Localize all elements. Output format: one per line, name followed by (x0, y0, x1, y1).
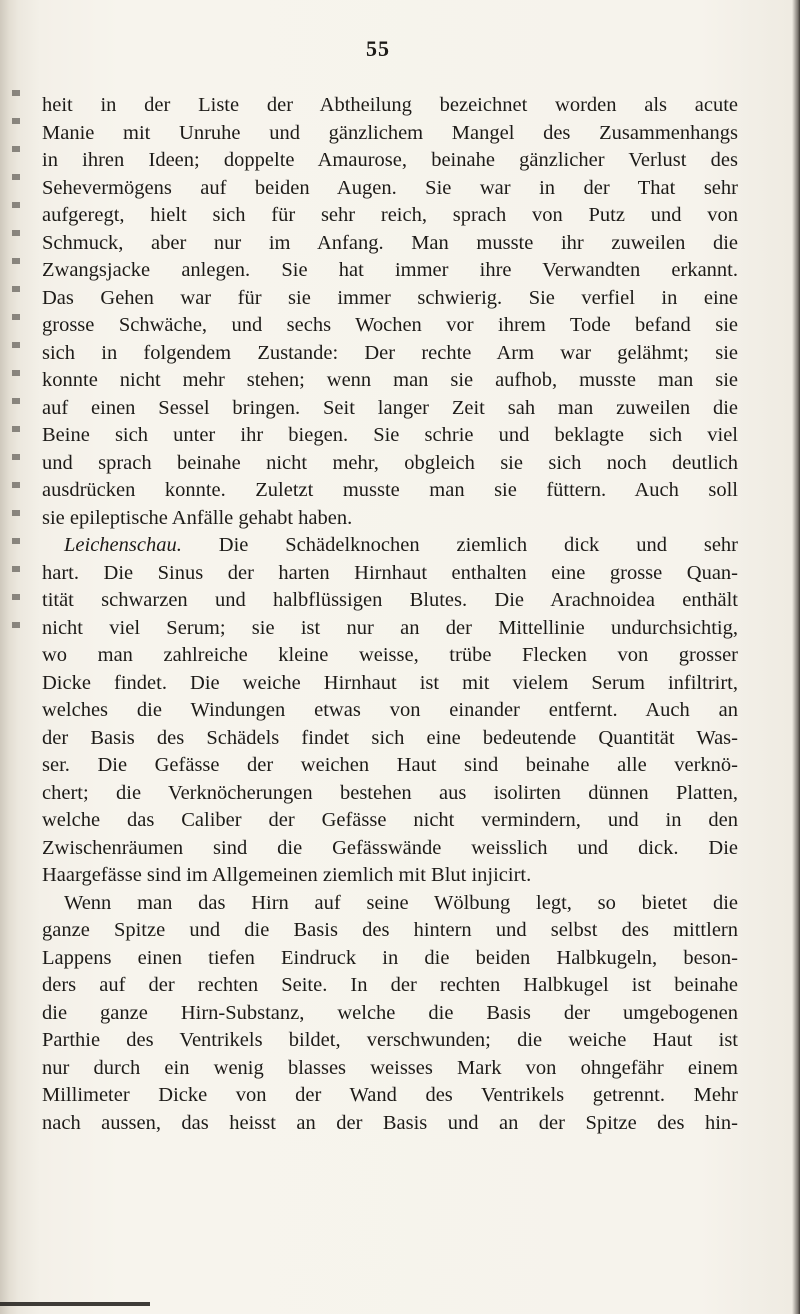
text-line: nur durch ein wenig blasses weisses Mark von ohngefähr einem (42, 1056, 738, 1079)
bottom-edge-rule (0, 1302, 150, 1306)
text-line: Millimeter Dicke von der Wand des Ventrikels getrennt. Mehr (42, 1084, 738, 1106)
binding-shadow-marks (12, 90, 20, 650)
text-line: Zwischenräumen sind die Gefässwände weisslich und dick. Die (42, 836, 738, 859)
page-right-edge (792, 0, 800, 1314)
text-line: Parthie des Ventrikels bildet, verschwunden; die weiche Haut ist (42, 1029, 738, 1051)
text-line: sie epileptische Anfälle gehabt haben. (42, 506, 353, 529)
text-line: Haargefässe sind im Allgemeinen ziemlich mit Blut injicirt. (42, 864, 532, 886)
section-heading-rest: Die Schädelknochen ziemlich dick und sehr (181, 534, 738, 556)
text-line: Lappens einen tiefen Eindruck in die beiden Halbkugeln, beson- (42, 946, 738, 969)
text-line: ganze Spitze und die Basis des hintern und selbst des mittlern (42, 919, 738, 941)
text-line: Manie mit Unruhe und gänzlichem Mangel des Zusammenhangs (42, 121, 738, 144)
text-line: grosse Schwäche, und sechs Wochen vor ihrem Tode befand sie (42, 314, 738, 336)
section-heading-line (42, 532, 738, 560)
text-line: und sprach beinahe nicht mehr, obgleich sie sich noch deutlich (42, 451, 738, 474)
text-line: aufgeregt, hielt sich für sehr reich, sprach von Putz und von (42, 204, 738, 226)
text-line: Zwangsjacke anlegen. Sie hat immer ihre Verwandten erkannt. (42, 259, 738, 281)
text-line: in ihren Ideen; doppelte Amaurose, beinahe gänzlicher Verlust des (42, 149, 738, 171)
text-line: ser. Die Gefässe der weichen Haut sind beinahe alle verknö- (42, 754, 738, 776)
text-line: Schmuck, aber nur im Anfang. Man musste ihr zuweilen die (42, 231, 738, 254)
text-line: ausdrücken konnte. Zuletzt musste man sie füttern. Auch soll (42, 479, 738, 501)
text-line: sich in folgendem Zustande: Der rechte Arm war gelähmt; sie (42, 341, 738, 364)
text-line: welche das Caliber der Gefässe nicht vermindern, und in den (42, 809, 738, 831)
text-line: welches die Windungen etwas von einander entfernt. Auch an (42, 699, 738, 721)
text-line: Wenn man das Hirn auf seine Wölbung legt, so bietet die (64, 891, 738, 914)
section-heading: Leichenschau. (64, 534, 182, 556)
text-line: Das Gehen war für sie immer schwierig. Sie verfiel in eine (42, 286, 738, 309)
text-line: Dicke findet. Die weiche Hirnhaut ist mit vielem Serum infiltrirt, (42, 671, 738, 694)
text-line: die ganze Hirn-Substanz, welche die Basis der umgebogenen (42, 1001, 738, 1024)
text-line: nicht viel Serum; sie ist nur an der Mittellinie undurchsichtig, (42, 616, 738, 639)
text-line: hart. Die Sinus der harten Hirnhaut enthalten eine grosse Quan- (42, 561, 738, 584)
text-line: wo man zahlreiche kleine weisse, trübe Flecken von grosser (42, 644, 738, 666)
text-line: auf einen Sessel bringen. Seit langer Zeit sah man zuweilen die (42, 396, 738, 419)
text-line: chert; die Verknöcherungen bestehen aus isolirten dünnen Platten, (42, 781, 738, 804)
text-line: ders auf der rechten Seite. In der rechten Halbkugel ist beinahe (42, 974, 738, 996)
text-line: konnte nicht mehr stehen; wenn man sie aufhob, musste man sie (42, 369, 738, 391)
text-line: nach aussen, das heisst an der Basis und an der Spitze des hin- (42, 1111, 738, 1134)
text-line: heit in der Liste der Abtheilung bezeichnet worden als acute (42, 94, 738, 116)
text-line: tität schwarzen und halbflüssigen Blutes. Die Arachnoidea enthält (42, 589, 738, 611)
text-line: Beine sich unter ihr biegen. Sie schrie und beklagte sich viel (42, 424, 738, 446)
page-number: 55 (366, 36, 390, 61)
body-text (42, 92, 738, 1137)
text-line: Sehevermögens auf beiden Augen. Sie war in der That sehr (42, 176, 738, 199)
text-line: der Basis des Schädels findet sich eine bedeutende Quantität Was- (42, 726, 738, 749)
